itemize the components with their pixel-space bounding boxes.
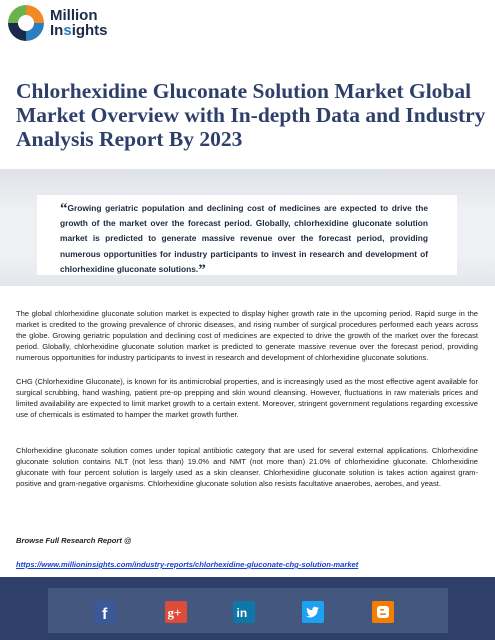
facebook-icon (94, 601, 116, 623)
linkedin-icon (233, 601, 255, 623)
svg-text:f: f (102, 606, 108, 623)
quote-close-mark: ” (198, 261, 206, 278)
logo-wordmark (50, 8, 108, 38)
logo-line-2: Insights (50, 22, 108, 39)
svg-text:in: in (236, 606, 248, 620)
google-plus-share-button[interactable] (165, 601, 187, 623)
page-title: Chlorhexidine Gluconate Solution Market Global Market Overview with In-depth Data and Industry Analysis Report By 2023 (16, 79, 486, 151)
twitter-share-button[interactable] (302, 601, 324, 623)
body-paragraph-1: The global chlorhexidine gluconate solution market is expected to display higher growth rate in the upcoming period. Rapid surge in the market is credited to the growing prevalence of chronic diseases, and rising number of surgical procedures performed each years across the globe. Growing geriatric population and declining cost of medicines are expected to drive the growth of the market over the forecast period. Globally, chlorhexidine gluconate solution market is predicted to generate massive revenue over the forecast period, providing numerous opportunities for industry participants to invest in research and development of chlorhexidine gluconate solutions. (16, 309, 478, 363)
facebook-share-button[interactable] (94, 601, 116, 623)
million-insights-logo[interactable] (6, 3, 156, 45)
blogger-share-button[interactable] (372, 601, 394, 623)
quote-open-mark: “ (60, 201, 68, 217)
body-paragraph-2: CHG (Chlorhexidine Gluconate), is known for its antimicrobial properties, and is increasingly used as the most effective agent available for surgical scrubbing, hand washing, patient pre-op prepping and skin wound cleansing. However, fluctuations in raw materials prices and limited availability are expected to limit market growth to a certain extent. Moreover, stringent government regulations regarding excessive use of chemicals is estimated to hamper the market growth further. (16, 377, 478, 420)
svg-text:g+: g+ (167, 605, 182, 620)
pull-quote (60, 201, 428, 277)
linkedin-share-button[interactable] (233, 601, 255, 623)
pull-quote-text: Growing geriatric population and declining cost of medicines are expected to drive the growth of the market over the forecast period. Globally, chlorhexidine gluconate solution market is predicted to generate massive revenue over the forecast period, providing numerous opportunities for industry participants to invest in research and development of chlorhexidine gluconate solutions. (60, 203, 428, 274)
twitter-icon (302, 601, 324, 623)
report-link[interactable]: https://www.millioninsights.com/industry-reports/chlorhexidine-gluconate-chg-solution-market (16, 560, 359, 569)
google-plus-icon (165, 601, 187, 623)
body-paragraph-3: Chlorhexidine gluconate solution comes under topical antibiotic category that are used for several external applications. Chlorhexidine gluconate solution contains NLT (not less than) 19.0% and NMT (not more than) 21.0% of chlorhexidine gluconate. Chlorhexidine gluconate with four percent solution is largely used as a skin cleanser. Chlorhexidine gluconate solution is takes action against gram-positive and gram-negative organisms. Chlorhexidine gluconate solution also resists facultative anaerobes, aerobes, and yeast. (16, 446, 478, 489)
logo-line-1: Million (50, 7, 98, 24)
browse-report-label: Browse Full Research Report @ (16, 536, 132, 545)
logo-mark-icon (6, 3, 46, 43)
blogger-icon (372, 601, 394, 623)
